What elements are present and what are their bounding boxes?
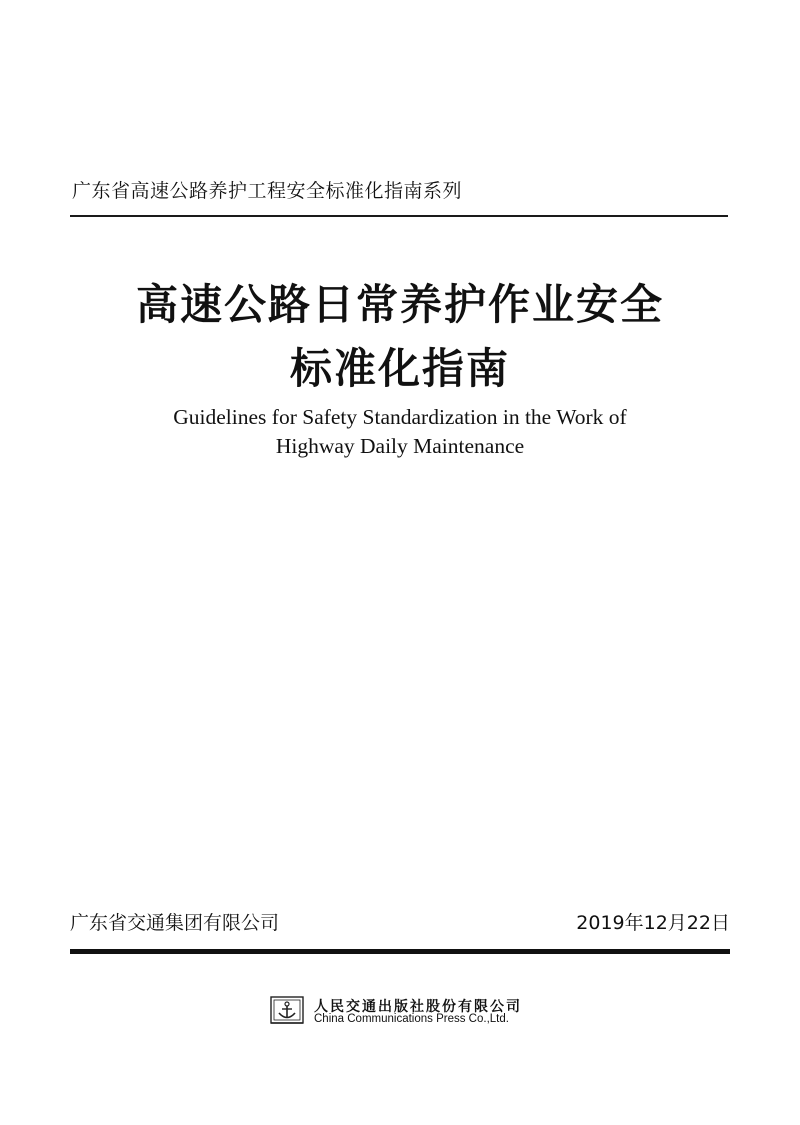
publication-date: 2019年12月22日 [576,912,730,934]
publisher-name: 广东省交通集团有限公司 [70,912,280,934]
anchor-emblem-icon [270,994,304,1026]
main-title-line-2: 标准化指南 [289,344,510,393]
bottom-divider [70,949,730,954]
press-name-cn: 人民交通出版社股份有限公司 [314,999,522,1015]
press-name-en: China Communications Press Co.,Ltd. [314,1013,509,1025]
series-title: 广东省高速公路养护工程安全标准化指南系列 [72,180,463,202]
main-title-line-1: 高速公路日常养护作业安全 [135,280,664,329]
top-divider [70,215,728,217]
english-title-line-2: Highway Daily Maintenance [275,434,525,458]
english-title-line-1: Guidelines for Safety Standardization in the Work of [173,405,627,429]
